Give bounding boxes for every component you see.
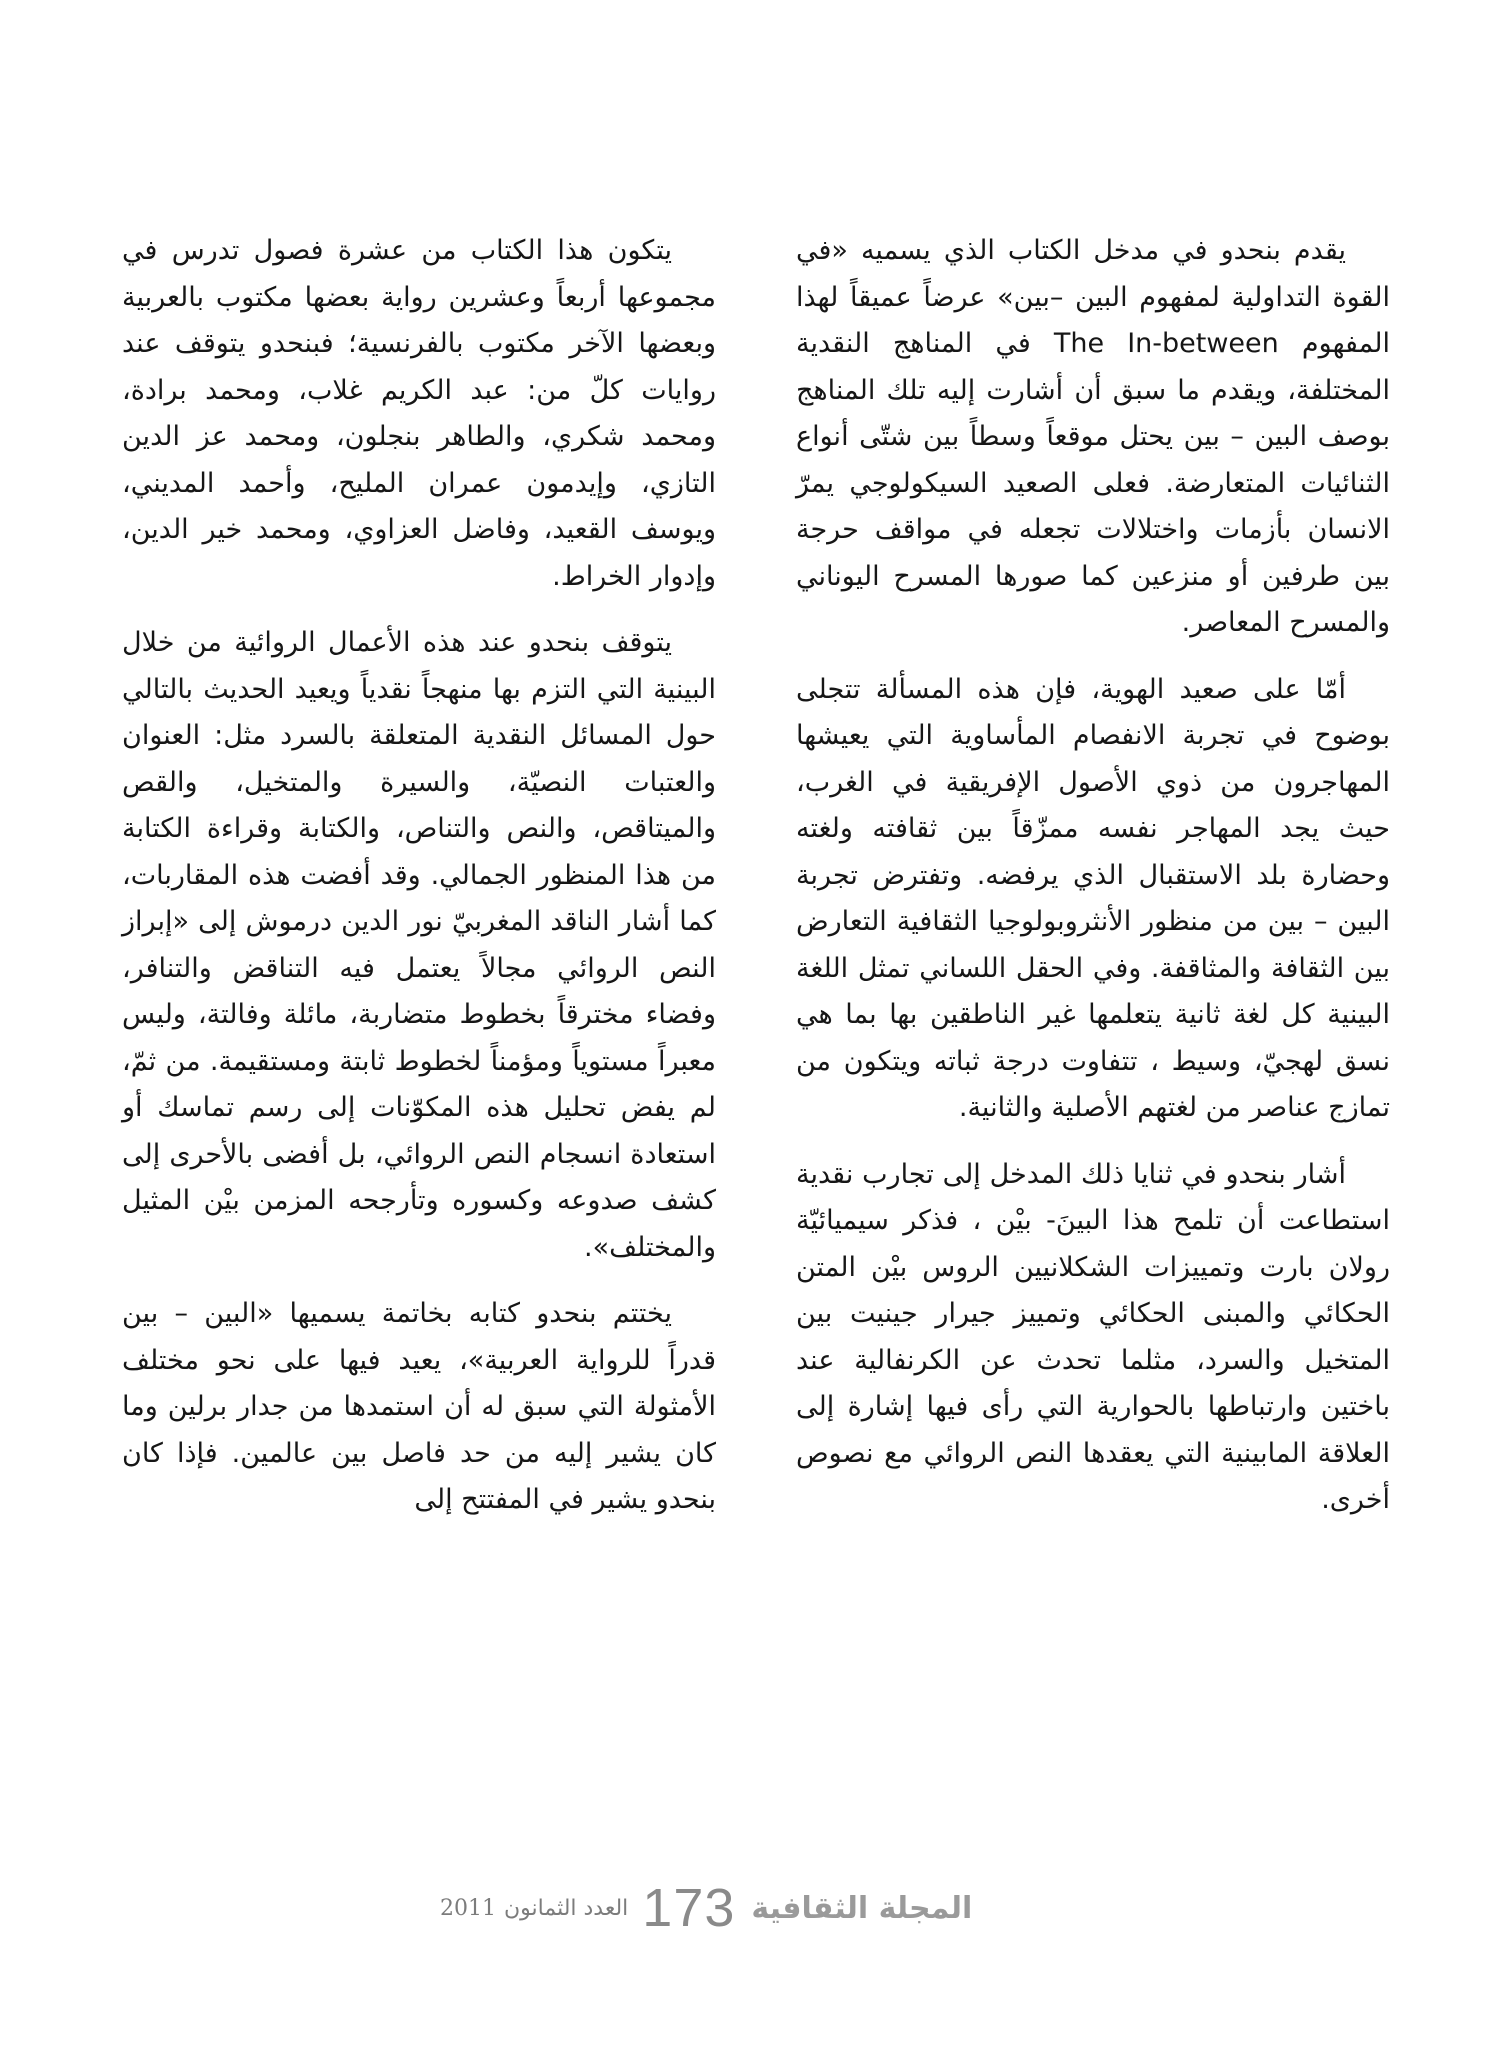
page-footer: [440, 1880, 1080, 1936]
paragraph: أشار بنحدو في ثنايا ذلك المدخل إلى تجارب نقدية استطاعت أن تلمح هذا البينَ- بيْن ، فذكر سيميائيّة رولان بارت وتمييزات الشكلانيين الروس بيْن المتن الحكائي والمبنى الحكائي وتمييز جيرار جينيت بين المتخيل والسرد، مثلما تحدث عن الكرنفالية عند باختين وارتباطها بالحوارية التي رأى فيها إشارة إلى العلاقة المابينية التي يعقدها النص الروائي مع نصوص أخرى.: [796, 1158, 1390, 1515]
magazine-name: المجلة الثقافية: [751, 1890, 973, 1926]
footer-year: 2011: [440, 1895, 496, 1921]
paragraph: يختتم بنحدو كتابه بخاتمة يسميها «البين – بين قدراً للرواية العربية»، يعيد فيها على نحو مختلف الأمثولة التي سبق له أن استمدها من جدار برلين وما كان يشير إليه من حد فاصل بين عالمين. فإذا كان بنحدو يشير في المفتتح إلى: [122, 1298, 716, 1515]
paragraph: يتوقف بنحدو عند هذه الأعمال الروائية من خلال البينية التي التزم بها منهجاً نقدياً ويعيد الحديث بالتالي حول المسائل النقدية المتعلقة بالسرد مثل: العنوان والعتبات النصيّة، والسيرة والمتخيل، والقص والميتاقص، والنص والتناص، والكتابة وقراءة الكتابة من هذا المنظور الجمالي. وقد أفضت هذه المقاربات، كما أشار الناقد المغربيّ نور الدين درموش إلى «إبراز النص الروائي مجالاً يعتمل فيه التناقض والتنافر، وفضاء مخترقاً بخطوط متضاربة، مائلة وفالتة، وليس معبراً مستوياً ومؤمناً لخطوط ثابتة ومستقيمة. من ثمّ، لم يفض تحليل هذه المكوّنات إلى رسم تماسك أو استعادة انسجام النص الروائي، بل أفضى بالأحرى إلى كشف صدوعه وكسوره وتأرجحه المزمن بيْن المثيل والمختلف».: [122, 627, 716, 1263]
footer-issue: العدد الثمانون: [504, 1895, 629, 1921]
right-column: [796, 228, 1390, 1544]
paragraph: يقدم بنحدو في مدخل الكتاب الذي يسميه «في القوة التداولية لمفهوم البين –بين» عرضاً عميقاً لهذا المفهوم The In-between في المناهج النقدية المختلفة، ويقدم ما سبق أن أشارت إليه تلك المناهج بوصف البين – بين يحتل موقعاً وسطاً بين شتّى أنواع الثنائيات المتعارضة. فعلى الصعيد السيكولوجي يمرّ الانسان بأزمات واختلالات تجعله في مواقف حرجة بين طرفين أو منزعين كما صورها المسرح اليوناني والمسرح المعاصر.: [796, 235, 1391, 638]
paragraph: يتكون هذا الكتاب من عشرة فصول تدرس في مجموعها أربعاً وعشرين رواية بعضها مكتوب بالعربية وبعضها الآخر مكتوب بالفرنسية؛ فبنحدو يتوقف عند روايات كلّ من: عبد الكريم غلاب، ومحمد برادة، ومحمد شكري، والطاهر بنجلون، ومحمد عز الدين التازي، وإيدمون عمران المليح، وأحمد المديني، ويوسف القعيد، وفاضل العزاوي، ومحمد خير الدين، وإدوار الخراط.: [122, 235, 716, 592]
page-number: 173: [642, 1878, 736, 1938]
paragraph: أمّا على صعيد الهوية، فإن هذه المسألة تتجلى بوضوح في تجربة الانفصام المأساوية التي يعيشها المهاجرون من ذوي الأصول الإفريقية في الغرب، حيث يجد المهاجر نفسه ممزّقاً بين ثقافته ولغته وحضارة بلد الاستقبال الذي يرفضه. وتفترض تجربة البين – بين من منظور الأنثروبولوجيا الثقافية التعارض بين الثقافة والمثاقفة. وفي الحقل اللساني تمثل اللغة البينية كل لغة ثانية يتعلمها غير الناطقين بها بما هي نسق لهجيّ، وسيط ، تتفاوت درجة ثباته ويتكون من تمازج عناصر من لغتهم الأصلية والثانية.: [796, 673, 1390, 1123]
left-column: [122, 228, 716, 1544]
